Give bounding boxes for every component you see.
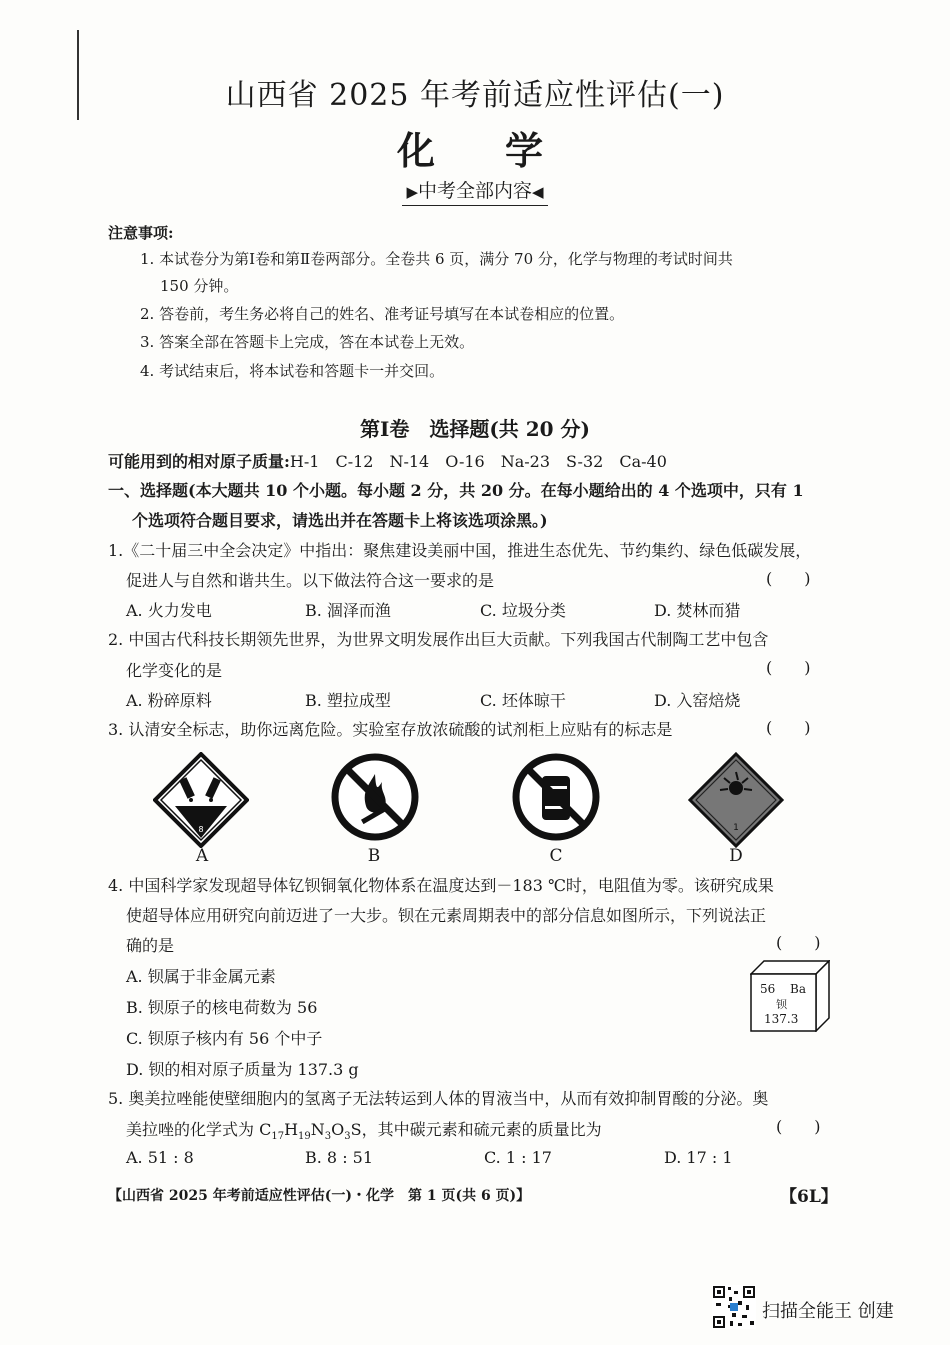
q5-option-c: C. 1 : 17 bbox=[484, 1148, 552, 1167]
q4-stem: 4. 中国科学家发现超导体钇钡铜氧化物体系在温度达到－183 ℃时，电阻值为零。该研究成果 bbox=[108, 876, 774, 895]
q1-option-b: B. 涸泽而渔 bbox=[305, 601, 391, 620]
answer-bracket: ( ) bbox=[776, 1117, 821, 1136]
sign-label-c: C bbox=[549, 846, 563, 866]
q5-option-b: B. 8 : 51 bbox=[305, 1148, 374, 1167]
no-flammable-storage-sign-icon bbox=[511, 752, 601, 842]
q4-option-b: B. 钡原子的核电荷数为 56 bbox=[126, 998, 318, 1017]
q5-formula-prefix: 美拉唑的化学式为 C bbox=[126, 1120, 272, 1139]
scanner-watermark: 扫描全能王 创建 bbox=[762, 1301, 894, 1322]
atomic-masses-values: H-1 C-12 N-14 O-16 Na-23 S-32 Ca-40 bbox=[289, 452, 667, 471]
note-item: 1. 本试卷分为第Ⅰ卷和第Ⅱ卷两部分。全卷共 6 页，满分 70 分，化学与物理的考试时间共 bbox=[140, 250, 733, 268]
svg-text:1: 1 bbox=[733, 823, 739, 833]
q5-option-d: D. 17 : 1 bbox=[664, 1148, 733, 1167]
q5-option-a: A. 51 : 8 bbox=[126, 1148, 194, 1167]
instruction-line: 个选项符合题目要求，请选出并在答题卡上将该选项涂黑。) bbox=[132, 511, 548, 530]
note-item: 150 分钟。 bbox=[160, 277, 239, 295]
q3-stem: 3. 认清安全标志，助你远离危险。实验室存放浓硫酸的试剂柜上应贴有的标志是 bbox=[108, 720, 673, 739]
formula-subscript: 3 bbox=[324, 1131, 332, 1143]
exam-scope bbox=[0, 176, 950, 206]
formula-subscript: 3 bbox=[344, 1131, 351, 1143]
answer-bracket: ( ) bbox=[766, 718, 811, 737]
atomic-masses bbox=[108, 449, 667, 472]
exam-title: 山西省 2025 年考前适应性评估(一) bbox=[225, 78, 725, 113]
sign-label-a: A bbox=[195, 846, 209, 866]
formula-subscript: 17 bbox=[271, 1131, 285, 1143]
notes-heading: 注意事项: bbox=[108, 224, 174, 242]
triangle-left-icon: ◀ bbox=[532, 183, 544, 201]
element-mass: 137.3 bbox=[764, 1012, 799, 1026]
q4-option-a: A. 钡属于非金属元素 bbox=[126, 967, 276, 986]
formula-element: O bbox=[331, 1120, 345, 1139]
note-item: 4. 考试结束后，将本试卷和答题卡一并交回。 bbox=[140, 362, 445, 380]
q2-stem: 化学变化的是 bbox=[126, 661, 223, 680]
scope-label: 中考全部内容 bbox=[417, 180, 532, 202]
note-item: 2. 答卷前，考生务必将自己的姓名、准考证号填写在本试卷相应的位置。 bbox=[140, 305, 625, 323]
formula-element: H bbox=[284, 1120, 299, 1139]
element-name: 钡 bbox=[776, 998, 787, 1011]
no-open-flame-sign-icon bbox=[330, 752, 420, 842]
q2-stem: 2. 中国古代科技长期领先世界，为世界文明发展作出巨大贡献。下列我国古代制陶工艺中包含 bbox=[108, 630, 769, 649]
note-item: 3. 答案全部在答题卡上完成，答在本试卷上无效。 bbox=[140, 333, 475, 351]
q4-stem: 使超导体应用研究向前迈进了一大步。钡在元素周期表中的部分信息如图所示，下列说法正 bbox=[126, 906, 767, 925]
q2-option-c: C. 坯体晾干 bbox=[480, 691, 566, 710]
q1-option-c: C. 垃圾分类 bbox=[480, 601, 566, 620]
q5-formula-suffix: S，其中碳元素和硫元素的质量比为 bbox=[350, 1120, 602, 1139]
section-heading: 第Ⅰ卷 选择题(共 20 分) bbox=[359, 417, 591, 441]
element-number: 56 bbox=[760, 982, 776, 996]
sign-label-d: D bbox=[729, 846, 743, 866]
q4-stem: 确的是 bbox=[126, 936, 175, 955]
barium-element-cell bbox=[750, 960, 830, 1032]
formula-subscript: 19 bbox=[298, 1131, 311, 1143]
subject-title: 化学 bbox=[396, 128, 613, 173]
page-footer: 【山西省 2025 年考前适应性评估(一)・化学 第 1 页(共 6 页)】 bbox=[108, 1188, 531, 1204]
q4-option-d: D. 钡的相对原子质量为 137.3 g bbox=[126, 1060, 359, 1079]
q1-option-d: D. 焚林而猎 bbox=[654, 601, 741, 620]
q2-option-d: D. 入窑焙烧 bbox=[654, 691, 741, 710]
formula-element: N bbox=[310, 1120, 325, 1139]
answer-bracket: ( ) bbox=[766, 569, 811, 588]
sign-label-b: B bbox=[367, 846, 381, 866]
svg-text:8: 8 bbox=[198, 825, 204, 834]
q4-option-c: C. 钡原子核内有 56 个中子 bbox=[126, 1029, 323, 1048]
q2-option-a: A. 粉碎原料 bbox=[126, 691, 212, 710]
q1-stem: 1.《二十届三中全会决定》中指出：聚焦建设美丽中国，推进生态优先、节约集约、绿色低碳发展， bbox=[108, 541, 812, 560]
corrosive-sign-icon bbox=[153, 752, 249, 848]
answer-bracket: ( ) bbox=[766, 658, 811, 677]
element-symbol: Ba bbox=[790, 982, 806, 996]
paper-code: 【6L】 bbox=[780, 1187, 838, 1207]
atomic-masses-label: 可能用到的相对原子质量: bbox=[108, 452, 290, 471]
instruction-line: 一、选择题(本大题共 10 个小题。每小题 2 分，共 20 分。在每小题给出的 4 个选项中，只有 1 bbox=[108, 481, 804, 500]
q1-option-a: A. 火力发电 bbox=[126, 601, 212, 620]
q2-option-b: B. 塑拉成型 bbox=[305, 691, 391, 710]
q5-stem bbox=[126, 1117, 602, 1142]
triangle-right-icon: ▶ bbox=[406, 183, 418, 201]
answer-bracket: ( ) bbox=[776, 933, 821, 952]
qr-code-icon bbox=[712, 1285, 756, 1329]
explosive-sign-icon bbox=[688, 752, 784, 848]
q1-stem: 促进人与自然和谐共生。以下做法符合这一要求的是 bbox=[126, 571, 495, 590]
q5-stem: 5. 奥美拉唑能使壁细胞内的氢离子无法转运到人体的胃液当中，从而有效抑制胃酸的分泌。奥 bbox=[108, 1089, 769, 1108]
